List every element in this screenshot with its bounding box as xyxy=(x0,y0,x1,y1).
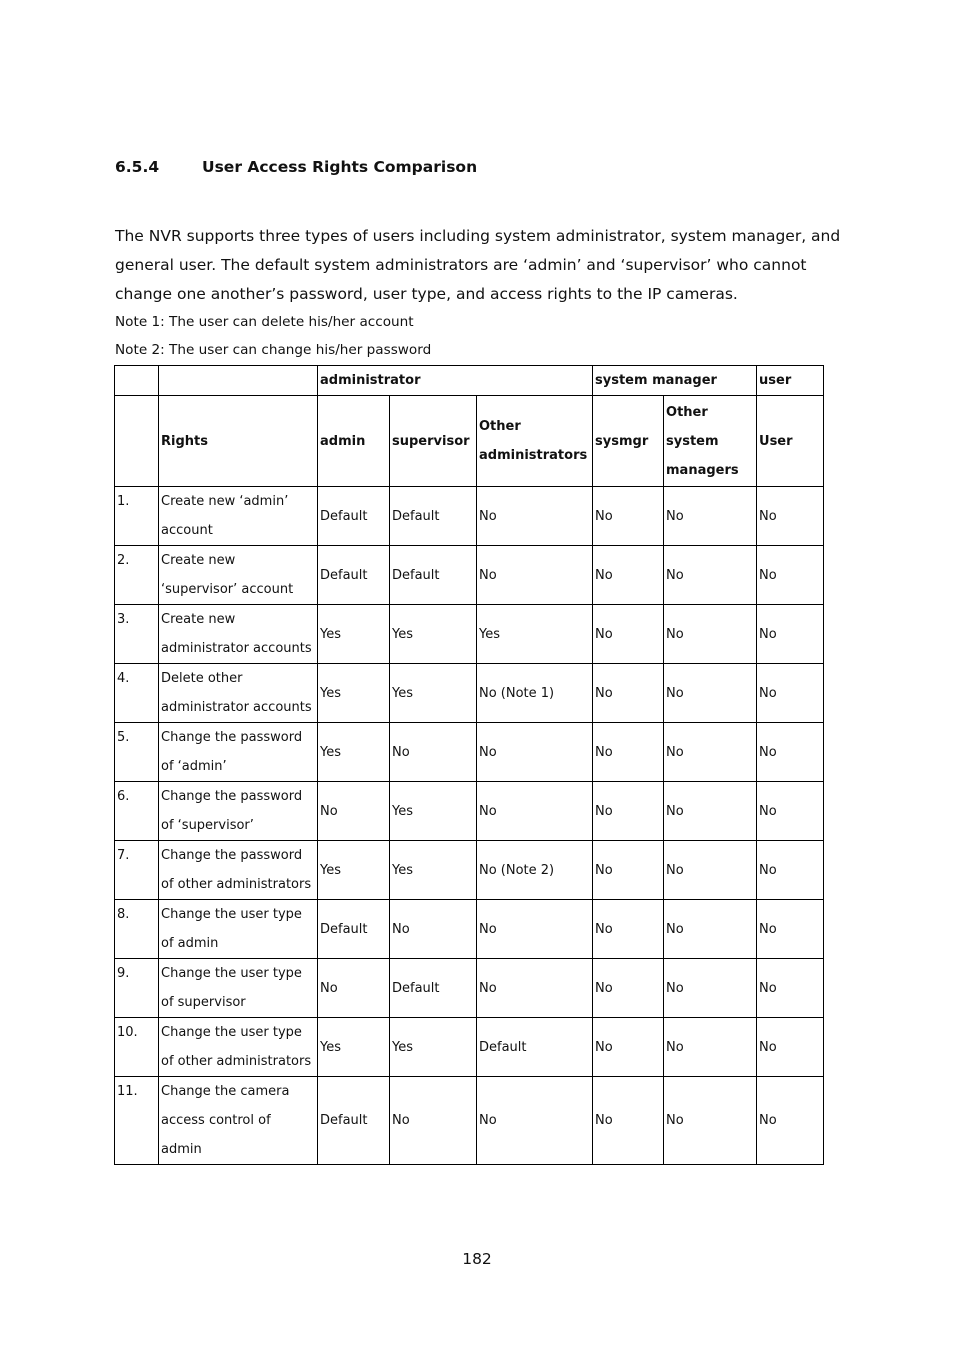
row-number: 6. xyxy=(115,782,159,841)
cell-sysmgr: No xyxy=(593,664,664,723)
right-description: Change the password of ‘supervisor’ xyxy=(159,782,318,841)
table-body xyxy=(115,366,824,1165)
right-description: Change the user type of admin xyxy=(159,900,318,959)
section-number: 6.5.4 xyxy=(115,158,160,176)
cell-sysmgr: No xyxy=(593,605,664,664)
cell-other-sysmgrs: No xyxy=(664,546,757,605)
table-row xyxy=(115,841,824,900)
group-administrator: administrator xyxy=(318,366,593,396)
group-header-row xyxy=(115,366,824,396)
empty-cell xyxy=(159,366,318,396)
cell-supervisor: No xyxy=(390,723,477,782)
cell-other-admins: No xyxy=(477,1077,593,1165)
table-row xyxy=(115,605,824,664)
empty-cell xyxy=(115,366,159,396)
cell-user: No xyxy=(757,723,824,782)
header-sysmgr: sysmgr xyxy=(593,396,664,487)
cell-sysmgr: No xyxy=(593,841,664,900)
cell-user: No xyxy=(757,487,824,546)
cell-admin: Yes xyxy=(318,841,390,900)
cell-user: No xyxy=(757,1018,824,1077)
right-description: Create new administrator accounts xyxy=(159,605,318,664)
cell-other-admins: No xyxy=(477,723,593,782)
header-admin: admin xyxy=(318,396,390,487)
page-number: 182 xyxy=(462,1250,492,1268)
cell-other-admins: No xyxy=(477,900,593,959)
cell-other-admins: No (Note 1) xyxy=(477,664,593,723)
cell-other-admins: No (Note 2) xyxy=(477,841,593,900)
cell-other-sysmgrs: No xyxy=(664,1077,757,1165)
cell-sysmgr: No xyxy=(593,487,664,546)
right-description: Create new ‘supervisor’ account xyxy=(159,546,318,605)
empty-cell xyxy=(115,396,159,487)
group-user: user xyxy=(757,366,824,396)
header-other-sysmgrs: Other system managers xyxy=(664,396,757,487)
cell-user: No xyxy=(757,841,824,900)
note-2: Note 2: The user can change his/her password xyxy=(115,342,432,358)
cell-user: No xyxy=(757,782,824,841)
cell-other-admins: Default xyxy=(477,1018,593,1077)
right-description: Delete other administrator accounts xyxy=(159,664,318,723)
group-system-manager: system manager xyxy=(593,366,757,396)
cell-supervisor: No xyxy=(390,900,477,959)
table-row xyxy=(115,900,824,959)
right-description: Change the password of other administrators xyxy=(159,841,318,900)
row-number: 2. xyxy=(115,546,159,605)
cell-sysmgr: No xyxy=(593,900,664,959)
cell-admin: Yes xyxy=(318,664,390,723)
table-row xyxy=(115,782,824,841)
cell-other-sysmgrs: No xyxy=(664,841,757,900)
cell-supervisor: Yes xyxy=(390,841,477,900)
header-rights: Rights xyxy=(159,396,318,487)
cell-supervisor: Yes xyxy=(390,1018,477,1077)
cell-user: No xyxy=(757,605,824,664)
cell-other-sysmgrs: No xyxy=(664,959,757,1018)
column-header-row xyxy=(115,396,824,487)
cell-supervisor: Yes xyxy=(390,605,477,664)
cell-admin: No xyxy=(318,959,390,1018)
cell-admin: Default xyxy=(318,546,390,605)
cell-other-admins: Yes xyxy=(477,605,593,664)
cell-other-sysmgrs: No xyxy=(664,487,757,546)
row-number: 11. xyxy=(115,1077,159,1165)
cell-user: No xyxy=(757,959,824,1018)
cell-admin: No xyxy=(318,782,390,841)
cell-supervisor: Default xyxy=(390,487,477,546)
cell-supervisor: Yes xyxy=(390,782,477,841)
row-number: 9. xyxy=(115,959,159,1018)
cell-admin: Yes xyxy=(318,605,390,664)
access-rights-table xyxy=(114,365,824,1165)
right-description: Create new ‘admin’ account xyxy=(159,487,318,546)
header-supervisor: supervisor xyxy=(390,396,477,487)
cell-other-admins: No xyxy=(477,546,593,605)
table-row xyxy=(115,546,824,605)
row-number: 5. xyxy=(115,723,159,782)
cell-other-sysmgrs: No xyxy=(664,1018,757,1077)
table-row xyxy=(115,487,824,546)
row-number: 1. xyxy=(115,487,159,546)
table-row xyxy=(115,959,824,1018)
cell-sysmgr: No xyxy=(593,723,664,782)
cell-admin: Default xyxy=(318,1077,390,1165)
cell-sysmgr: No xyxy=(593,1018,664,1077)
cell-other-sysmgrs: No xyxy=(664,900,757,959)
cell-admin: Yes xyxy=(318,1018,390,1077)
cell-supervisor: Default xyxy=(390,546,477,605)
row-number: 3. xyxy=(115,605,159,664)
cell-user: No xyxy=(757,900,824,959)
section-title: User Access Rights Comparison xyxy=(202,158,478,176)
table-row xyxy=(115,723,824,782)
cell-sysmgr: No xyxy=(593,959,664,1018)
note-1: Note 1: The user can delete his/her account xyxy=(115,314,414,330)
cell-other-sysmgrs: No xyxy=(664,605,757,664)
header-other-admins: Other administrators xyxy=(477,396,593,487)
cell-admin: Yes xyxy=(318,723,390,782)
cell-other-admins: No xyxy=(477,959,593,1018)
cell-other-sysmgrs: No xyxy=(664,664,757,723)
cell-user: No xyxy=(757,1077,824,1165)
right-description: Change the user type of supervisor xyxy=(159,959,318,1018)
row-number: 4. xyxy=(115,664,159,723)
section-heading xyxy=(115,158,477,176)
right-description: Change the user type of other administrators xyxy=(159,1018,318,1077)
table-row xyxy=(115,1077,824,1165)
cell-other-sysmgrs: No xyxy=(664,723,757,782)
header-user: User xyxy=(757,396,824,487)
right-description: Change the camera access control of admin xyxy=(159,1077,318,1165)
cell-sysmgr: No xyxy=(593,546,664,605)
cell-sysmgr: No xyxy=(593,782,664,841)
table-row xyxy=(115,1018,824,1077)
row-number: 7. xyxy=(115,841,159,900)
table-row xyxy=(115,664,824,723)
cell-user: No xyxy=(757,664,824,723)
right-description: Change the password of ‘admin’ xyxy=(159,723,318,782)
cell-other-sysmgrs: No xyxy=(664,782,757,841)
cell-admin: Default xyxy=(318,487,390,546)
cell-supervisor: Yes xyxy=(390,664,477,723)
intro-paragraph: The NVR supports three types of users including system administrator, system manager, and general user. The default system administrators are ‘admin’ and ‘supervisor’ who cannot change one another’s password, user type, and access rights to the IP cameras. xyxy=(115,227,841,303)
cell-supervisor: Default xyxy=(390,959,477,1018)
cell-sysmgr: No xyxy=(593,1077,664,1165)
cell-supervisor: No xyxy=(390,1077,477,1165)
row-number: 10. xyxy=(115,1018,159,1077)
cell-other-admins: No xyxy=(477,782,593,841)
row-number: 8. xyxy=(115,900,159,959)
cell-user: No xyxy=(757,546,824,605)
cell-other-admins: No xyxy=(477,487,593,546)
cell-admin: Default xyxy=(318,900,390,959)
